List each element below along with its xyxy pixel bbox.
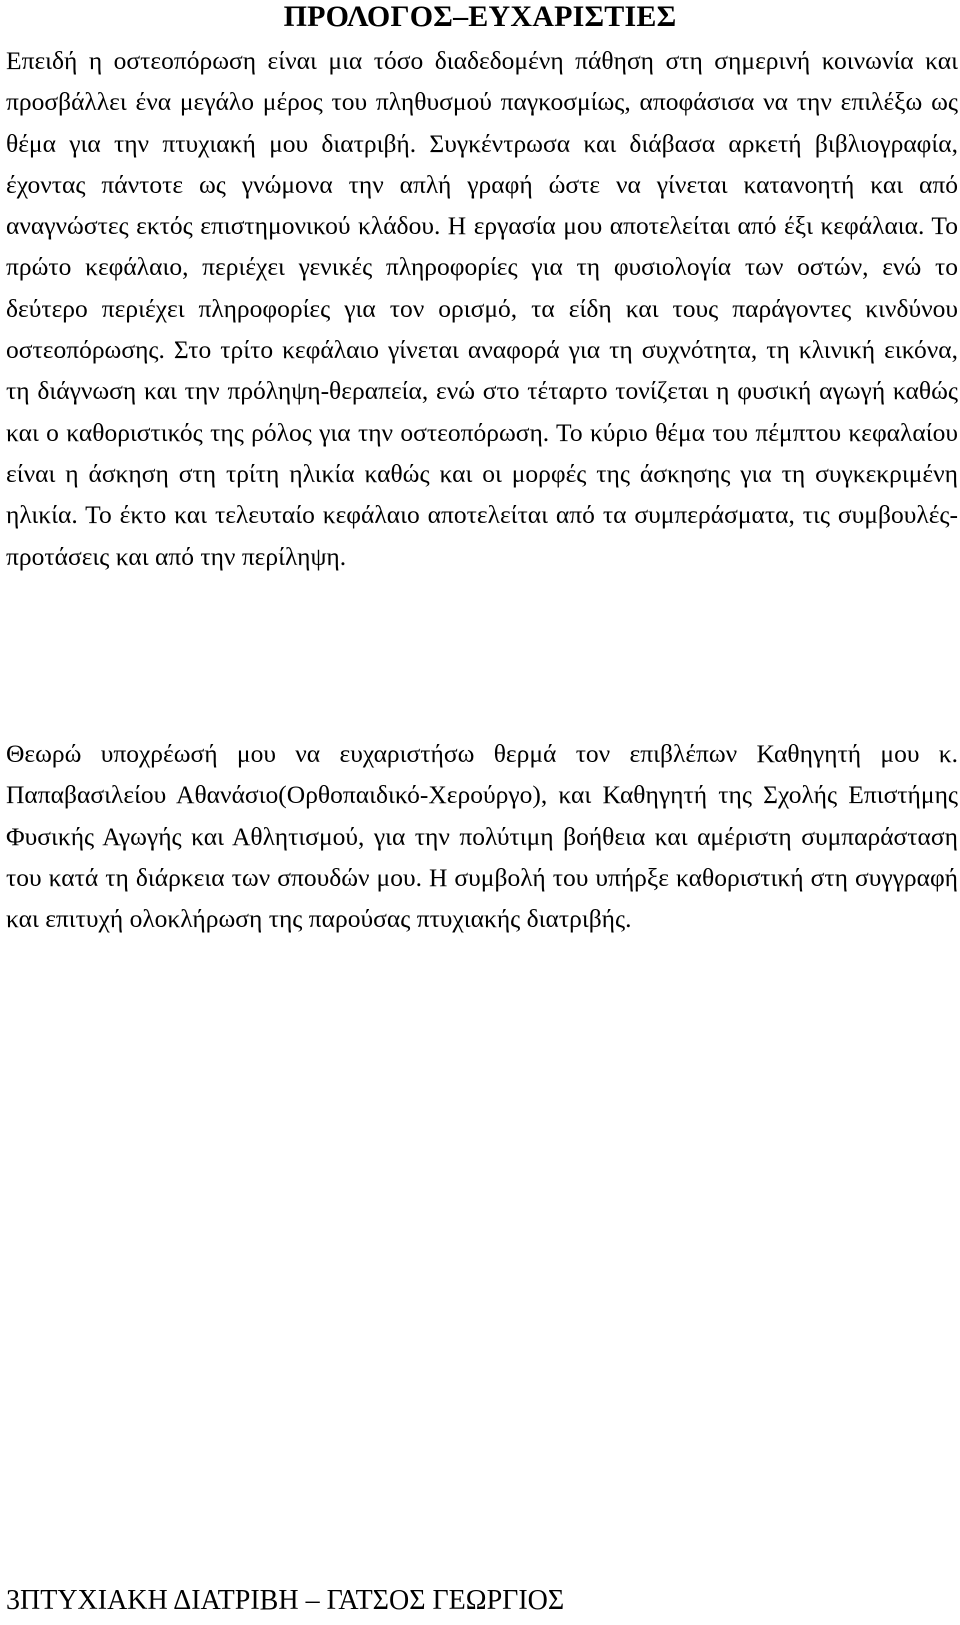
acknowledgements-paragraph: Θεωρώ υποχρέωσή μου να ευχαριστήσω θερμά τον επιβλέπων Καθηγητή μου κ. Παπαβασιλείου Αθανάσιο(Ορθοπαιδικό-Χερούργο), και Καθηγητή της Σχολής Επιστήμης Φυσικής Αγωγής και Αθλητισμού, για την πολύτιμη βοήθεια και αμέριστη συμπαράσταση του κατά τη διάρκεια των σπουδών μου. Η συμβολή του υπήρξε καθοριστική στη συγγραφή και επιτυχή ολοκλήρωση της παρούσας πτυχιακής διατριβής.	[6, 739, 958, 934]
preface-paragraph: Επειδή η οστεοπόρωση είναι μια τόσο διαδεδομένη πάθηση στη σημερινή κοινωνία και προσβάλλει ένα μεγάλο μέρος του πληθυσμού παγκοσμίως, αποφάσισα να την επιλέξω ως θέμα για την πτυχιακή μου διατριβή. Συγκέντρωσα και διάβασα αρκετή βιβλιογραφία, έχοντας πάντοτε ως γνώμονα την απλή γραφή ώστε να γίνεται κατανοητή και από αναγνώστες εκτός επιστημονικού κλάδου. Η εργασία μου αποτελείται από έξι κεφάλαια. Το πρώτο κεφάλαιο, περιέχει γενικές πληροφορίες για τη φυσιολογία των οστών, ενώ το δεύτερο περιέχει πληροφορίες για τον ορισμό, τα είδη και τους παράγοντες κινδύνου οστεοπόρωσης. Στο τρίτο κεφάλαιο γίνεται αναφορά για τη συχνότητα, τη κλινική εικόνα, τη διάγνωση και την πρόληψη-θεραπεία, ενώ στο τέταρτο τονίζεται η φυσική αγωγή καθώς και ο καθοριστικός της ρόλος για την οστεοπόρωση. Το κύριο θέμα του πέμπτου κεφαλαίου είναι η άσκηση στη τρίτη ηλικία καθώς και οι μορφές της άσκησης για τη συγκεκριμένη ηλικία. Το έκτο και τελευταίο κεφάλαιο αποτελείται από τα συμπεράσματα, τις συμβουλές- προτάσεις και από την περίληψη.	[6, 46, 958, 571]
page-title: ΠΡΟΛΟΓΟΣ–ΕΥΧΑΡΙΣΤΙΕΣ	[283, 0, 677, 33]
page-footer: 3ΠΤΥΧΙΑΚΗ ΔΙΑΤΡΙΒΗ – ΓΑΤΣΟΣ ΓΕΩΡΓΙΟΣ	[6, 1585, 565, 1616]
